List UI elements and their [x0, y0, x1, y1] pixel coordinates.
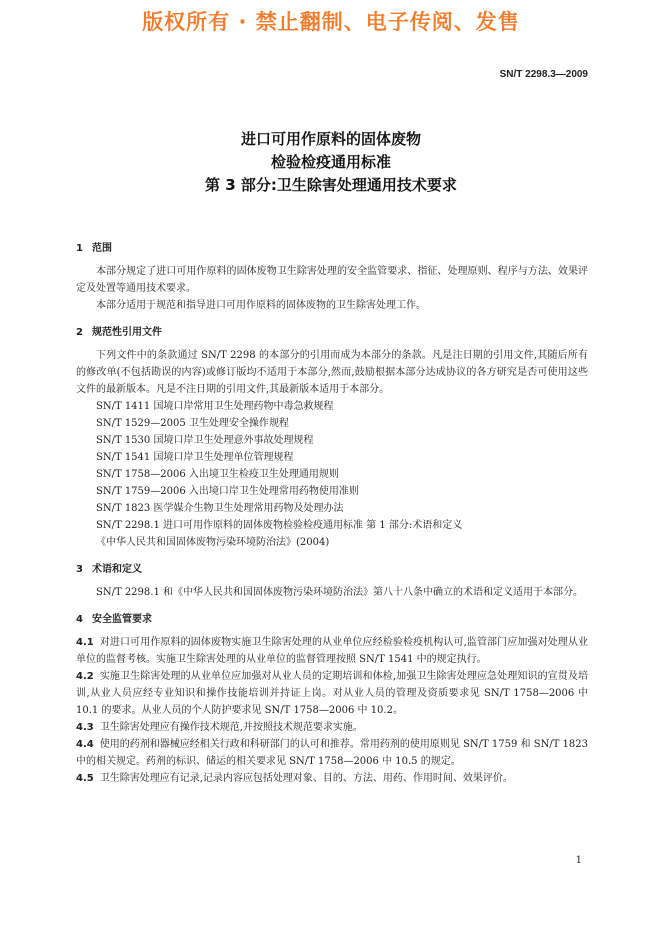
- title-line-3: 第 3 部分:卫生除害处理通用技术要求: [205, 176, 457, 194]
- clause-text: 使用的药剂和器械应经相关行政和科研部门的认可和推荐。常用药剂的使用原则见 SN/T 1759 和 SN/T 1823 中的相关规定。药剂的标识、储运的相关要求见 SN/T 1758—2006 中 10.5 的规定。: [76, 739, 588, 767]
- document-title: [0, 128, 662, 197]
- clause-text: 对进口可用作原料的固体废物实施卫生除害处理的从业单位应经检验检疫机构认可,监管部门应加强对处理从业单位的监督考核。实施卫生除害处理的从业单位的监督管理按照 SN/T 1541 中的规定执行。: [76, 637, 588, 665]
- section-title: 范围: [92, 243, 112, 254]
- clause-number: 4.5: [76, 773, 94, 784]
- section-number: 1: [76, 243, 83, 254]
- clause-number: 4.3: [76, 722, 94, 733]
- clause-text: 卫生除害处理应有操作技术规范,并按照技术规范要求实施。: [99, 722, 363, 733]
- clause: [76, 736, 588, 770]
- clause-number: 4.4: [76, 739, 94, 750]
- section-number: 4: [76, 614, 83, 625]
- reference-item: SN/T 1823 医学媒介生物卫生处理常用药物及处理办法: [96, 503, 344, 514]
- clause-text: 实施卫生除害处理的从业单位应加强对从业人员的定期培训和体检,加强卫生除害处理应急处理知识的宣贯及培训,从业人员应经专业知识和操作技能培训并持证上岗。对从业人员的管理及资质要求见 SN/T 1758—2006 中 10.1 的要求。从业人员的个人防护要求见 SN/T 1758—2006 中 10.2。: [76, 671, 588, 716]
- paragraph: 下列文件中的条款通过 SN/T 2298 的本部分的引用而成为本部分的条款。凡是注日期的引用文件,其随后所有的修改单(不包括勘误的内容)或修订版均不适用于本部分,然而,鼓励根据本部分达成协议的各方研究是否可使用这些文件的最新版本。凡是不注日期的引用文件,其最新版本适用于本部分。: [76, 350, 588, 395]
- section-title: 规范性引用文件: [92, 327, 162, 338]
- paragraph: SN/T 2298.1 和《中华人民共和国固体废物污染环境防治法》第八十八条中确立的术语和定义适用于本部分。: [96, 587, 583, 598]
- section-number: 2: [76, 327, 83, 338]
- section-heading-terms: [76, 561, 588, 578]
- reference-item: SN/T 1541 国境口岸卫生处理单位管理规程: [96, 452, 294, 463]
- title-line-2: 检验检疫通用标准: [270, 153, 391, 171]
- clause-number: 4.1: [76, 637, 94, 648]
- section-number: 3: [76, 564, 83, 575]
- reference-item: SN/T 2298.1 进口可用作原料的固体废物检验检疫通用标准 第 1 部分:术语和定义: [96, 520, 463, 531]
- reference-item: 《中华人民共和国固体废物污染环境防治法》(2004): [96, 537, 330, 548]
- paragraph: 本部分规定了进口可用作原料的固体废物卫生除害处理的安全监管要求、指征、处理原则、程序与方法、效果评定及处置等通用技术要求。: [76, 266, 588, 294]
- reference-item: SN/T 1530 国境口岸卫生处理意外事故处理规程: [96, 435, 314, 446]
- clause-number: 4.2: [76, 671, 94, 682]
- reference-item: SN/T 1411 国境口岸常用卫生处理药物中毒急救规程: [96, 401, 334, 412]
- reference-item: SN/T 1529—2005 卫生处理安全操作规程: [96, 418, 289, 429]
- page-number: 1: [575, 855, 582, 866]
- section-title: 术语和定义: [92, 564, 142, 575]
- clause: [76, 719, 588, 736]
- reference-item: SN/T 1759—2006 入出境口岸卫生处理常用药物使用准则: [96, 486, 359, 497]
- reference-item: SN/T 1758—2006 入出境卫生检疫卫生处理通用规则: [96, 469, 339, 480]
- clause: [76, 668, 588, 719]
- standard-code: SN/T 2298.3—2009: [499, 69, 588, 80]
- section-heading-scope: [76, 240, 588, 257]
- section-heading-normative-references: [76, 324, 588, 341]
- clause-text: 卫生除害处理应有记录,记录内容应包括处理对象、目的、方法、用药、作用时间、效果评价。: [99, 773, 513, 784]
- clause: [76, 634, 588, 668]
- section-heading-safety-supervision: [76, 611, 588, 628]
- clause: [76, 770, 588, 787]
- paragraph: 本部分适用于规范和指导进口可用作原料的固体废物的卫生除害处理工作。: [96, 300, 426, 311]
- watermark-banner: 版权所有 · 禁止翻制、电子传阅、发售: [142, 10, 520, 34]
- section-title: 安全监管要求: [92, 614, 152, 625]
- document-body: [76, 230, 588, 787]
- title-line-1: 进口可用作原料的固体废物: [240, 130, 421, 148]
